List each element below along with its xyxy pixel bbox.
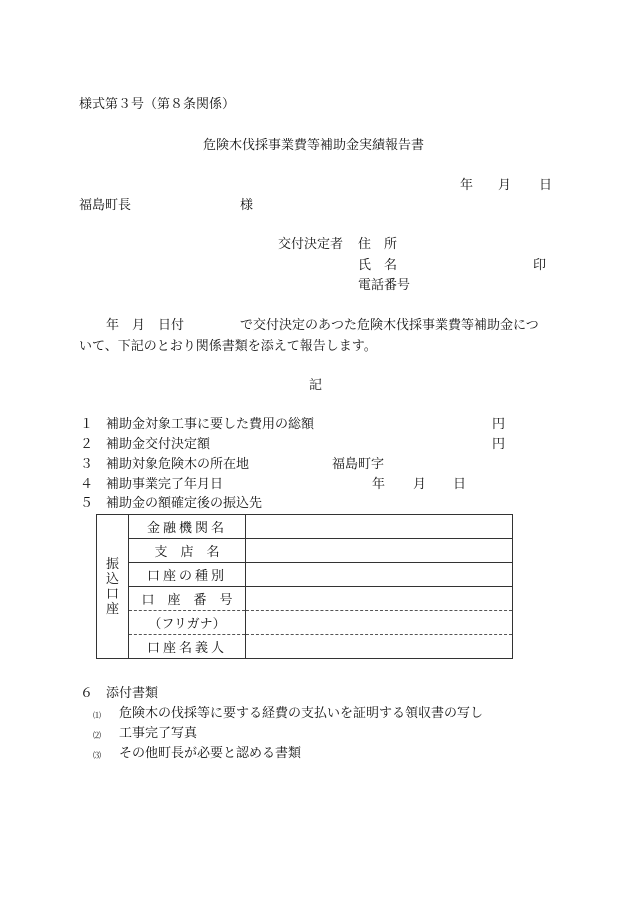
seal-mark: 印 xyxy=(533,258,547,273)
bank-account-vertical-label xyxy=(97,515,129,659)
addressee-honorific: 様 xyxy=(240,198,254,213)
attachment-1-text: 危険木の伐採等に要する経費の支払いを証明する領収書の写し xyxy=(119,706,484,721)
furigana-field[interactable] xyxy=(246,611,513,635)
ki-heading: 記 xyxy=(309,378,323,393)
applicant-address-label: 住 所 xyxy=(358,237,398,252)
account-type-label: 口座の種別 xyxy=(129,563,246,587)
item-4-month: 月 xyxy=(413,477,427,492)
attachment-2-marker: ⑵ xyxy=(93,731,101,740)
vertical-char: 座 xyxy=(105,601,119,617)
item-3-number: ３ xyxy=(80,457,94,472)
vertical-char: 口 xyxy=(105,586,119,602)
item-4-number: ４ xyxy=(80,477,94,492)
account-number-field[interactable] xyxy=(246,587,513,611)
item-5-number: ５ xyxy=(80,496,94,511)
attachment-2-text: 工事完了写真 xyxy=(119,726,198,741)
item-2-number: ２ xyxy=(80,437,94,452)
account-holder-label: 口座名義人 xyxy=(129,635,246,659)
item-5-label: 補助金の額確定後の振込先 xyxy=(106,496,263,511)
attachments-number: ６ xyxy=(80,686,94,701)
applicant-heading: 交付決定者 xyxy=(278,237,344,252)
date-year: 年 xyxy=(460,178,474,193)
item-1-unit: 円 xyxy=(492,417,506,432)
body-line2-text: いて、下記のとおり関係書類を添えて報告します。 xyxy=(79,339,377,354)
bank-name-label: 金融機関名 xyxy=(129,515,246,539)
form-number: 様式第３号（第８条関係） xyxy=(79,97,236,112)
vertical-char: 込 xyxy=(105,571,119,587)
item-2-unit: 円 xyxy=(492,437,506,452)
branch-name-field[interactable] xyxy=(246,539,513,563)
body-line1-date: 年 月 日付 xyxy=(106,318,185,333)
attachment-1-marker: ⑴ xyxy=(93,711,101,720)
date-day: 日 xyxy=(539,178,553,193)
item-2-label: 補助金交付決定額 xyxy=(106,437,211,452)
item-3-label: 補助対象危険木の所在地 xyxy=(106,457,250,472)
addressee-name: 福島町長 xyxy=(79,198,132,213)
attachment-3-marker: ⑶ xyxy=(93,751,101,760)
date-month: 月 xyxy=(498,178,512,193)
attachment-3-text: その他町長が必要と認める書類 xyxy=(119,746,302,761)
branch-name-label: 支 店 名 xyxy=(129,539,246,563)
bank-account-table xyxy=(96,514,513,659)
account-type-field[interactable] xyxy=(246,563,513,587)
item-4-label: 補助事業完了年月日 xyxy=(106,477,224,492)
account-holder-field[interactable] xyxy=(246,635,513,659)
item-1-label: 補助金対象工事に要した費用の総額 xyxy=(106,417,315,432)
body-line1-text: で交付決定のあつた危険木伐採事業費等補助金につ xyxy=(240,318,539,333)
item-1-number: １ xyxy=(80,417,94,432)
vertical-char: 振 xyxy=(105,556,119,572)
applicant-phone-label: 電話番号 xyxy=(358,278,411,293)
furigana-label: （フリガナ） xyxy=(129,611,246,635)
bank-name-field[interactable] xyxy=(246,515,513,539)
item-4-year: 年 xyxy=(372,477,386,492)
document-title: 危険木伐採事業費等補助金実績報告書 xyxy=(203,138,425,153)
item-3-location-prefix: 福島町字 xyxy=(332,457,385,472)
account-number-label: 口 座 番 号 xyxy=(129,587,246,611)
item-4-day: 日 xyxy=(453,477,467,492)
attachments-heading: 添付書類 xyxy=(106,686,159,701)
applicant-name-label: 氏 名 xyxy=(358,258,398,273)
